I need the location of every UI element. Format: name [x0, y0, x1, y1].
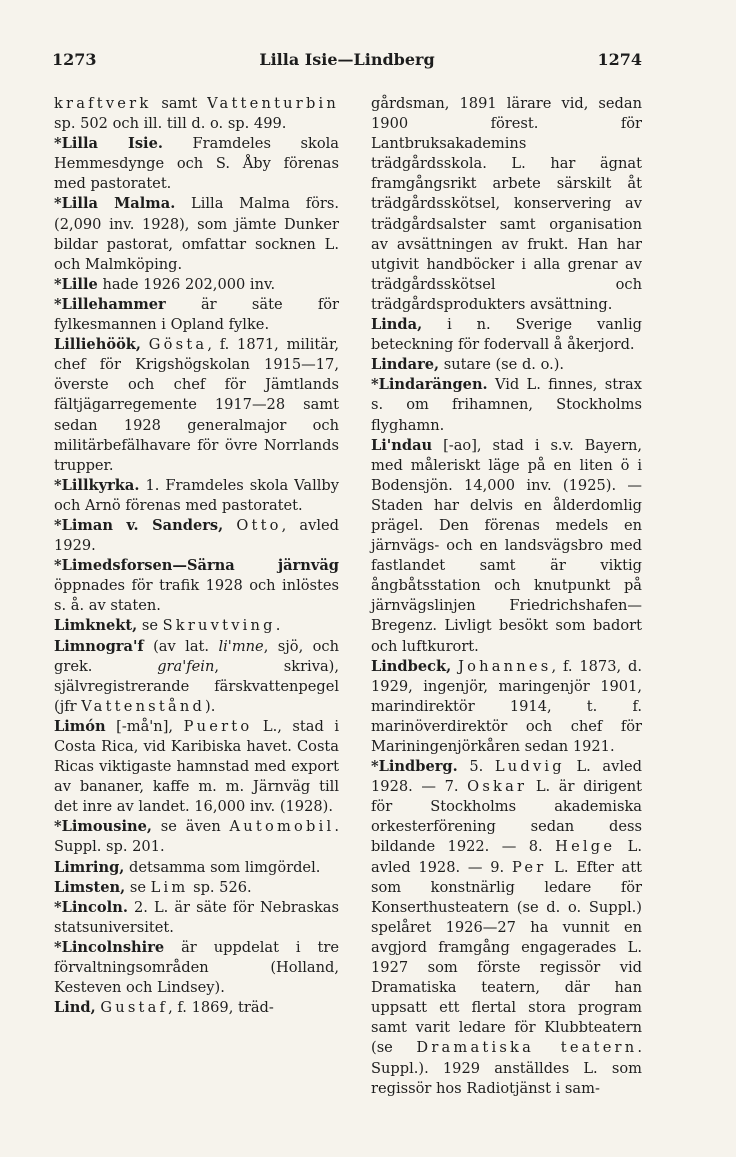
entry-limon: Limón [-må'n], Puerto L., stad i Costa Rica, vid Karibiska havet. Costa Ricas viktigaste hamnstad med export av bananer, kaffe m. m. Järnväg till det inre av landet. 16,000 inv. (1928).	[54, 717, 340, 816]
headword: *Limousine,	[54, 818, 152, 836]
entry-lilla-isie: *Lilla Isie. Framdeles skola Hemmesdynge och S. Åby förenas med pastoratet.	[54, 135, 339, 193]
entry-lillkyrka: *Lillkyrka. 1. Framdeles skola Vallby och Arnö förenas med pastoratet.	[54, 476, 339, 514]
headword: Linda,	[371, 316, 423, 334]
headword: Limknekt,	[54, 617, 138, 635]
headword: Li'ndau	[371, 436, 433, 454]
entry-lindare: Lindare, sutare (se d. o.).	[371, 356, 565, 374]
headword: *Lindberg.	[371, 758, 458, 776]
running-title: Lilla Isie—Lindberg	[259, 50, 435, 69]
entry-linda: Linda, i n. Sverige vanlig beteckning för fodervall å åkerjord.	[371, 316, 642, 354]
headword: *Lincolnshire	[54, 938, 165, 956]
entry-lindbeck: Lindbeck, Johannes, f. 1873, d. 1929, ingenjör, maringenjör 1901, marindirektör 1914, t. f. marinöverdirektör och chef för Mariningenjörkåren sedan 1921.	[371, 657, 642, 755]
entry-limnograf: Limnogra'f (av lat. li'mne, sjö, och grek. gra'fein, skriva), självregistrerande färskvattenpegel (jfr Vattenstånd).	[54, 637, 339, 715]
headword: *Lillehammer	[54, 295, 166, 313]
right-page-number: 1274	[597, 50, 642, 69]
entry-lindberg: *Lindberg. 5. Ludvig L. avled 1928. — 7. Oskar L. är dirigent för Stockholms akademiska orkesterförening sedan dess bildande 1922. — 8. Helge L. avled 1928. — 9. Per L. Efter att som konstnärlig ledare för Konserthusteatern (se d. o. Suppl.) spelåret 1926—27 ha vunnit en avgjord framgång engagerades L. 1927 som förste regissör vid Dramatiska teatern, där han uppsatt ett flertal stora program samt varit ledare för Klubbteatern (se Dramatiska teatern. Suppl.). 1929 anställdes L. som regissör hos Radiotjänst i sam-	[371, 758, 642, 1097]
entry-lindarangen: *Lindarängen. Vid L. finnes, strax s. om frihamnen, Stockholms flyghamn.	[371, 376, 642, 434]
headword: Limring,	[54, 858, 125, 876]
entry-limousine: *Limousine, se även Automobil. Suppl. sp. 201.	[54, 818, 339, 856]
entry-limring: Limring, detsamma som limgördel.	[54, 858, 321, 876]
headword: *Liman v. Sanders,	[54, 516, 224, 534]
entry-kraftverk: kraftverk samt Vattenturbin sp. 502 och ill. till d. o. sp. 499.	[54, 95, 339, 133]
entry-limsten: Limsten, se Lim sp. 526.	[54, 878, 252, 896]
headword: *Limedsforsen—Särna järnväg	[54, 557, 339, 575]
entry-lind: Lind, Gustaf, f. 1869, träd-	[54, 999, 274, 1017]
headword: Lilliehöök,	[54, 336, 141, 354]
headword: Lindbeck,	[371, 657, 452, 675]
entry-lilla-malma: *Lilla Malma. Lilla Malma förs. (2,090 inv. 1928), som jämte Dunker bildar pastorat, omfattar socknen L. och Malmköping.	[54, 195, 339, 273]
entry-lincoln: *Lincoln. 2. L. är säte för Nebraskas statsuniversitet.	[54, 898, 339, 936]
entry-lincolnshire: *Lincolnshire är uppdelat i tre förvaltningsområden (Holland, Kesteven och Lindsey).	[54, 938, 339, 997]
entry-lille: *Lille hade 1926 202,000 inv.	[54, 275, 276, 293]
headword: Lindare,	[371, 356, 440, 374]
headword: *Lilla Isie.	[54, 135, 163, 153]
headword: *Lille	[54, 275, 98, 293]
headword: *Lillkyrka.	[54, 476, 140, 494]
entry-lillehammer: *Lillehammer är säte för fylkesmannen i Opland fylke.	[54, 295, 339, 334]
entry-lind-continued: gårdsman, 1891 lärare vid, sedan 1900 förest. för Lantbruksakademins trädgårdsskola. L. har ägnat framgångsrikt arbete särskilt åt trädgårdsskötsel, konservering av trädgårdsalster samt organisation av avsättningen av frukt. Han har utgivit handböcker i alla grenar av trädgårdsskötsel och trädgårdsprodukters avsättning.	[371, 95, 642, 313]
headword: Lind,	[54, 999, 96, 1017]
headword: *Lincoln.	[54, 898, 128, 916]
entry-liman-v-sanders: *Liman v. Sanders, Otto, avled 1929.	[54, 516, 339, 555]
page-header	[52, 50, 642, 78]
headword: *Lindarängen.	[371, 376, 488, 394]
entry-limedsforsen: *Limedsforsen—Särna järnväg öppnades för trafik 1928 och inlöstes s. å. av staten.	[54, 557, 339, 615]
entry-lilliehook: Lilliehöök, Gösta, f. 1871, militär, chef för Krigshögskolan 1915—17, överste och chef för Jämtlands fältjägarregemente 1917—28 samt sedan 1928 generalmajor och militärbefälhavare för övre Norrlands trupper.	[54, 336, 340, 474]
headword: Limnogra'f	[54, 637, 144, 655]
left-page-number: 1273	[52, 50, 97, 69]
entry-limknekt: Limknekt, se Skruvtving.	[54, 617, 281, 635]
left-column	[54, 94, 339, 1018]
right-column	[371, 94, 642, 1099]
entry-lindau: Li'ndau [-ao], stad i s.v. Bayern, med måleriskt läge på en liten ö i Bodensjön. 14,000 inv. (1925). — Staden har delvis en ålderdomlig prägel. Den förenas medels en järnvägs- och en landsvägsbro med fastlandet samt är viktig ångbåtsstation och knutpunkt på järnvägslinjen Friedrichshafen—Bregenz. Livligt besökt som badort och luftkurort.	[371, 436, 642, 655]
headword: Limón	[54, 717, 106, 735]
headword: *Lilla Malma.	[54, 195, 176, 213]
headword: Limsten,	[54, 878, 126, 896]
